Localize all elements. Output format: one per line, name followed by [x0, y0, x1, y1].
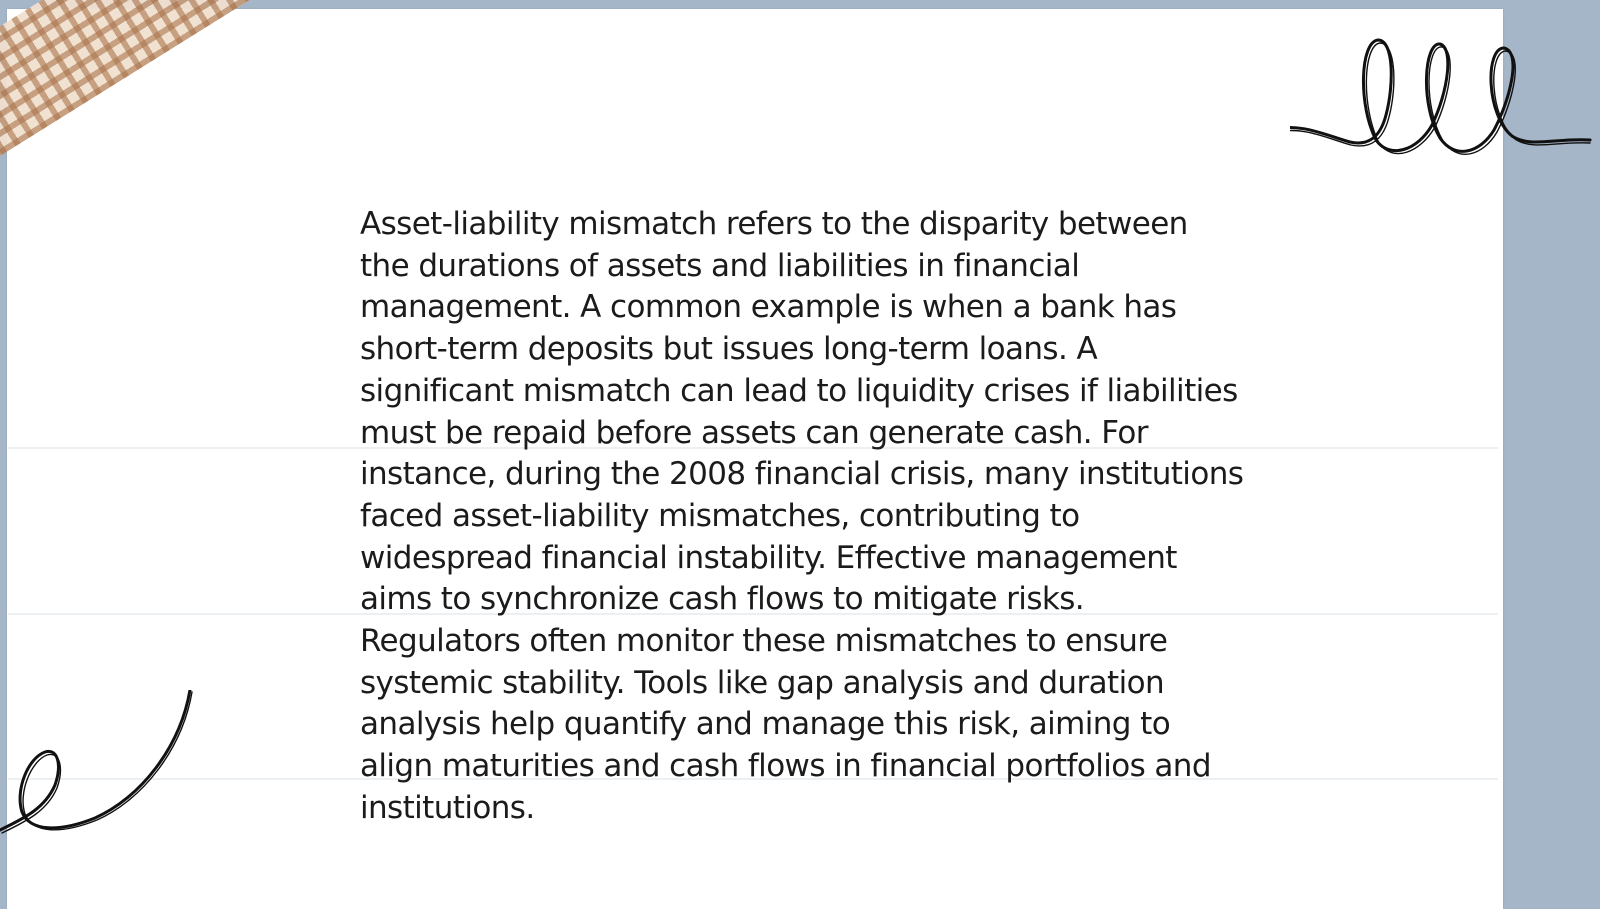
checkmark-squiggle-icon [0, 690, 210, 850]
body-paragraph: Asset-liability mismatch refers to the disparity between the durations of assets and liabilities in financial management. A common example is when a bank has short-term deposits but issues long-term loans. A significant mismatch can lead to liquidity crises if liabilities must be repaid before assets can generate cash. For instance, during the 2008 financial crisis, many institutions faced asset-liability mismatches, contributing to widespread financial instability. Effective management aims to synchronize cash flows to mitigate risks. Regulators often monitor these mismatches to ensure systemic stability. Tools like gap analysis and duration analysis help quantify and manage this risk, aiming to align maturities and cash flows in financial portfolios and institutions. [360, 206, 1244, 826]
loop-squiggle-icon [1290, 30, 1600, 170]
